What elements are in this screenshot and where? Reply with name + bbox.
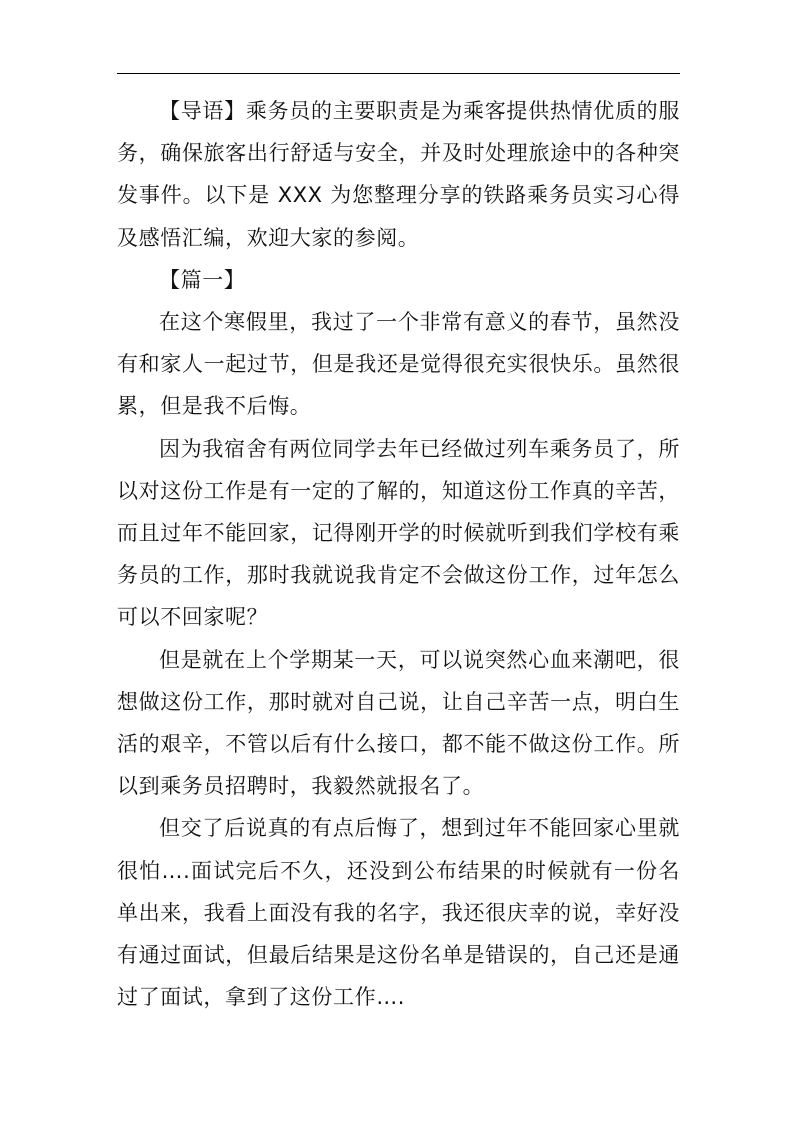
document-body <box>117 90 680 1018</box>
header-rule <box>117 73 680 74</box>
intro-paragraph: 【导语】乘务员的主要职责是为乘客提供热情优质的服务，确保旅客出行舒适与安全，并及时处理旅途中的各种突发事件。以下是 XXX 为您整理分享的铁路乘务员实习心得及感悟汇编，欢迎大家的参阅。 <box>117 99 680 250</box>
body-paragraph-1: 在这个寒假里，我过了一个非常有意义的春节，虽然没有和家人一起过节，但是我还是觉得很充实很快乐。虽然很累，但是我不后悔。 <box>117 310 680 419</box>
body-paragraph-3: 但是就在上个学期某一天，可以说突然心血来潮吧，很想做这份工作，那时就对自己说，让自己辛苦一点，明白生活的艰辛，不管以后有什么接口，都不能不做这份工作。所以到乘务员招聘时，我毅然就报名了。 <box>117 647 680 799</box>
section-heading: 【篇一】 <box>159 267 246 292</box>
body-paragraph-2: 因为我宿舍有两位同学去年已经做过列车乘务员了，所以对这份工作是有一定的了解的，知道这份工作真的辛苦，而且过年不能回家，记得刚开学的时候就听到我们学校有乘务员的工作，那时我就说我肯定不会做这份工作，过年怎么可以不回家呢？ <box>117 436 680 630</box>
body-paragraph-4: 但交了后说真的有点后悔了，想到过年不能回家心里就很怕….面试完后不久，还没到公布结果的时候就有一份名单出来，我看上面没有我的名字，我还很庆幸的说，幸好没有通过面试，但最后结果是这份名单是错误的，自己还是通过了面试，拿到了这份工作…. <box>117 816 680 1010</box>
